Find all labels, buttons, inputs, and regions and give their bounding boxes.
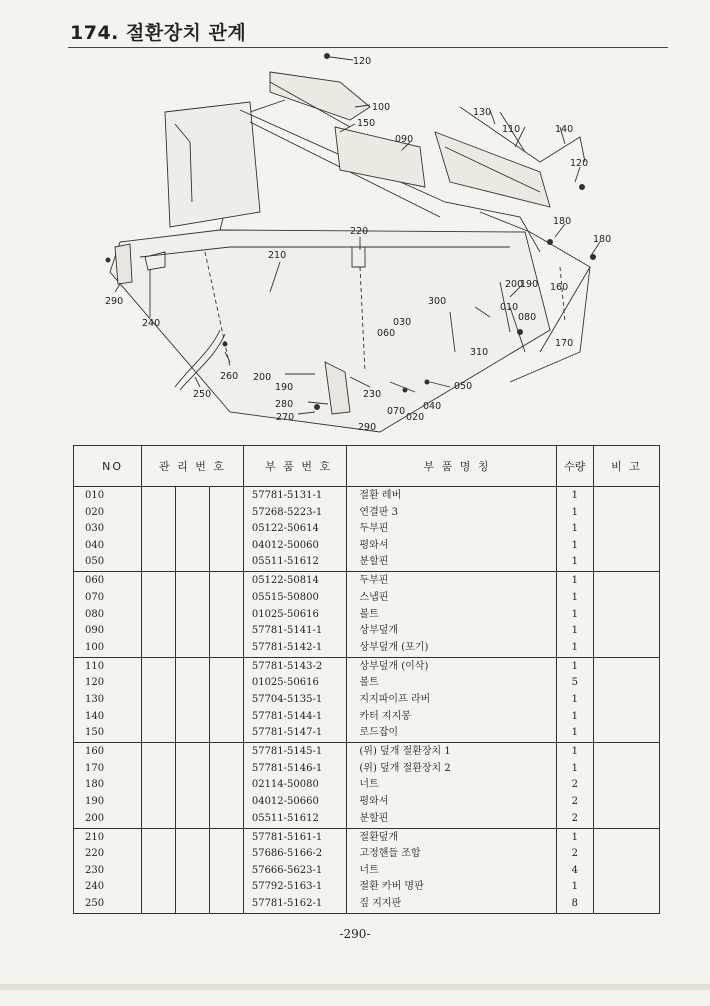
svg-text:120: 120 <box>570 158 589 169</box>
management-code-cell <box>209 657 243 742</box>
list-item: 평와셔 <box>359 539 389 551</box>
list-item: 200 <box>85 812 105 824</box>
list-item: 180 <box>85 779 105 791</box>
list-item: 5 <box>571 677 578 689</box>
list-item: 카터 지지봉 <box>359 710 411 722</box>
list-item: 080 <box>85 608 105 620</box>
list-item: 지지파이프 라버 <box>359 693 431 705</box>
list-item: 절환 카버 명판 <box>359 881 424 893</box>
table-row-group <box>74 572 660 657</box>
svg-text:070: 070 <box>387 406 406 417</box>
list-item: 연결판 3 <box>359 506 398 518</box>
list-item: 너트 <box>359 864 379 876</box>
svg-text:310: 310 <box>470 347 489 358</box>
list-item: 1 <box>571 762 578 774</box>
list-item: 1 <box>571 625 578 637</box>
list-item: 볼트 <box>359 608 379 620</box>
part-no-cell <box>74 743 142 828</box>
svg-text:190: 190 <box>520 279 539 290</box>
list-item: 04012-50060 <box>251 539 319 551</box>
management-code-cell <box>209 572 243 657</box>
list-item: 130 <box>85 693 105 705</box>
quantity-cell <box>556 828 594 913</box>
list-item: 분할핀 <box>359 812 389 824</box>
list-item: 01025-50616 <box>251 677 319 689</box>
list-item: 1 <box>571 539 578 551</box>
list-item: 57781-5142-1 <box>251 641 323 653</box>
part-no-cell <box>74 572 142 657</box>
management-code-cell <box>209 828 243 913</box>
quantity-cell <box>556 743 594 828</box>
list-item: 100 <box>85 641 105 653</box>
remarks-cell <box>594 743 660 828</box>
list-item: 너트 <box>359 779 379 791</box>
list-item: 상부덮개 (이삭) <box>359 660 429 672</box>
list-item: 절환 레버 <box>359 490 402 501</box>
parts-list-table <box>73 445 660 914</box>
part-no-cell <box>74 828 142 913</box>
list-item: 140 <box>85 710 105 722</box>
list-item: 1 <box>571 641 578 653</box>
list-item: 030 <box>85 523 105 535</box>
part-number-cell <box>243 743 347 828</box>
management-code-cell <box>176 743 210 828</box>
management-code-cell <box>176 828 210 913</box>
svg-text:250: 250 <box>193 389 212 400</box>
svg-text:290: 290 <box>358 422 377 433</box>
list-item: 8 <box>571 897 578 909</box>
svg-text:060: 060 <box>377 328 396 339</box>
list-item: 090 <box>85 625 105 637</box>
management-code-cell <box>176 572 210 657</box>
list-item: 2 <box>571 812 578 824</box>
list-item: 4 <box>571 864 578 876</box>
part-number-cell <box>243 487 347 572</box>
remarks-cell <box>594 657 660 742</box>
svg-text:010: 010 <box>500 302 519 313</box>
list-item: 2 <box>571 848 578 860</box>
list-item: 57781-5143-2 <box>251 660 323 672</box>
list-item: 05515-50800 <box>251 591 319 603</box>
list-item: 050 <box>85 556 105 568</box>
list-item: 57268-5223-1 <box>251 506 323 518</box>
page-title: 174. 절환장치 관계 <box>70 22 247 44</box>
svg-text:180: 180 <box>553 216 572 227</box>
svg-text:110: 110 <box>502 124 521 135</box>
management-code-cell <box>209 743 243 828</box>
title-divider <box>68 47 668 48</box>
list-item: 두부핀 <box>359 575 389 587</box>
svg-text:300: 300 <box>428 296 447 307</box>
list-item: 020 <box>85 506 105 518</box>
list-item: 57781-5147-1 <box>251 727 323 739</box>
part-name-cell <box>347 487 556 572</box>
svg-text:210: 210 <box>268 250 287 261</box>
header-quantity: 수량 <box>556 446 594 487</box>
list-item: 1 <box>571 490 578 501</box>
part-name-cell <box>347 572 556 657</box>
list-item: 05122-50614 <box>251 523 319 535</box>
list-item: 고정핸들 조합 <box>359 848 421 860</box>
table-row-group <box>74 828 660 913</box>
list-item: 05511-51612 <box>251 556 319 568</box>
list-item: (위) 덮개 절환장치 1 <box>359 746 451 758</box>
svg-text:050: 050 <box>454 381 473 392</box>
management-code-cell <box>176 657 210 742</box>
svg-text:290: 290 <box>105 296 124 307</box>
list-item: 짚 지지판 <box>359 897 402 909</box>
list-item: 57781-5141-1 <box>251 625 323 637</box>
quantity-cell <box>556 487 594 572</box>
svg-text:140: 140 <box>555 124 574 135</box>
table-row-group <box>74 743 660 828</box>
quantity-cell <box>556 657 594 742</box>
svg-text:120: 120 <box>353 56 372 67</box>
svg-text:160: 160 <box>550 282 569 293</box>
list-item: 볼트 <box>359 677 379 689</box>
svg-text:270: 270 <box>276 412 295 423</box>
list-item: 160 <box>85 746 105 758</box>
remarks-cell <box>594 828 660 913</box>
header-no: NO <box>74 446 142 487</box>
header-remarks: 비 고 <box>594 446 660 487</box>
list-item: 57781-5161-1 <box>251 831 323 843</box>
management-code-cell <box>142 828 176 913</box>
svg-text:020: 020 <box>406 412 425 423</box>
svg-text:260: 260 <box>220 371 239 382</box>
list-item: 1 <box>571 831 578 843</box>
management-code-cell <box>142 572 176 657</box>
remarks-cell <box>594 572 660 657</box>
list-item: 57781-5131-1 <box>251 490 323 501</box>
header-management-number: 관 리 번 호 <box>142 446 244 487</box>
svg-text:180: 180 <box>593 234 612 245</box>
table-header-row <box>74 446 660 487</box>
list-item: 두부핀 <box>359 523 389 535</box>
list-item: 1 <box>571 556 578 568</box>
list-item: 57781-5162-1 <box>251 897 323 909</box>
svg-text:040: 040 <box>423 401 442 412</box>
svg-text:230: 230 <box>363 389 382 400</box>
remarks-cell <box>594 487 660 572</box>
list-item: 2 <box>571 779 578 791</box>
list-item: 150 <box>85 727 105 739</box>
list-item: 1 <box>571 575 578 587</box>
management-code-cell <box>142 743 176 828</box>
list-item: 230 <box>85 864 105 876</box>
management-code-cell <box>176 487 210 572</box>
svg-text:240: 240 <box>142 318 161 329</box>
part-number-cell <box>243 572 347 657</box>
management-code-cell <box>142 657 176 742</box>
svg-text:200: 200 <box>253 372 272 383</box>
list-item: 190 <box>85 795 105 807</box>
part-name-cell <box>347 657 556 742</box>
list-item: 250 <box>85 897 105 909</box>
list-item: 1 <box>571 727 578 739</box>
list-item: 1 <box>571 591 578 603</box>
list-item: 120 <box>85 677 105 689</box>
list-item: 평와셔 <box>359 795 389 807</box>
svg-text:170: 170 <box>555 338 574 349</box>
list-item: 57704-5135-1 <box>251 693 323 705</box>
list-item: 상부덮개 (포기) <box>359 641 429 653</box>
svg-text:090: 090 <box>395 134 414 145</box>
list-item: 57686-5166-2 <box>251 848 323 860</box>
list-item: (위) 덮개 절환장치 2 <box>359 762 451 774</box>
svg-text:200: 200 <box>505 279 524 290</box>
list-item: 1 <box>571 693 578 705</box>
list-item: 절환덮개 <box>359 831 399 843</box>
part-number-cell <box>243 828 347 913</box>
list-item: 220 <box>85 848 105 860</box>
svg-text:150: 150 <box>357 118 376 129</box>
part-number-cell <box>243 657 347 742</box>
list-item: 240 <box>85 881 105 893</box>
list-item: 1 <box>571 881 578 893</box>
list-item: 1 <box>571 608 578 620</box>
list-item: 1 <box>571 523 578 535</box>
list-item: 57792-5163-1 <box>251 881 323 893</box>
list-item: 05122-50814 <box>251 575 319 587</box>
header-part-number: 부 품 번 호 <box>243 446 347 487</box>
list-item: 210 <box>85 831 105 843</box>
list-item: 분할핀 <box>359 556 389 568</box>
list-item: 05511-51612 <box>251 812 319 824</box>
svg-text:100: 100 <box>372 102 391 113</box>
scan-bottom-edge <box>0 984 710 990</box>
svg-text:220: 220 <box>350 226 369 237</box>
list-item: 01025-50616 <box>251 608 319 620</box>
svg-text:130: 130 <box>473 107 492 118</box>
list-item: 1 <box>571 746 578 758</box>
list-item: 02114-50080 <box>251 779 319 791</box>
list-item: 57781-5144-1 <box>251 710 323 722</box>
svg-text:030: 030 <box>393 317 412 328</box>
list-item: 57666-5623-1 <box>251 864 323 876</box>
list-item: 040 <box>85 539 105 551</box>
svg-text:080: 080 <box>518 312 537 323</box>
management-code-cell <box>142 487 176 572</box>
list-item: 04012-50660 <box>251 795 319 807</box>
list-item: 1 <box>571 710 578 722</box>
table-row-group <box>74 487 660 572</box>
list-item: 로드잡이 <box>359 727 399 739</box>
list-item: 2 <box>571 795 578 807</box>
part-name-cell <box>347 828 556 913</box>
exploded-parts-diagram <box>70 52 670 437</box>
part-no-cell <box>74 657 142 742</box>
table-row-group <box>74 657 660 742</box>
list-item: 57781-5146-1 <box>251 762 323 774</box>
page-number: -290- <box>339 927 371 941</box>
list-item: 010 <box>85 490 105 501</box>
management-code-cell <box>209 487 243 572</box>
list-item: 57781-5145-1 <box>251 746 323 758</box>
list-item: 상부덮개 <box>359 625 399 637</box>
list-item: 1 <box>571 660 578 672</box>
part-name-cell <box>347 743 556 828</box>
header-part-name: 부 품 명 칭 <box>347 446 556 487</box>
list-item: 060 <box>85 575 105 587</box>
list-item: 070 <box>85 591 105 603</box>
list-item: 1 <box>571 506 578 518</box>
svg-text:190: 190 <box>275 382 294 393</box>
part-no-cell <box>74 487 142 572</box>
list-item: 170 <box>85 762 105 774</box>
list-item: 스냅핀 <box>359 591 389 603</box>
quantity-cell <box>556 572 594 657</box>
svg-text:280: 280 <box>275 399 294 410</box>
list-item: 110 <box>85 660 105 672</box>
